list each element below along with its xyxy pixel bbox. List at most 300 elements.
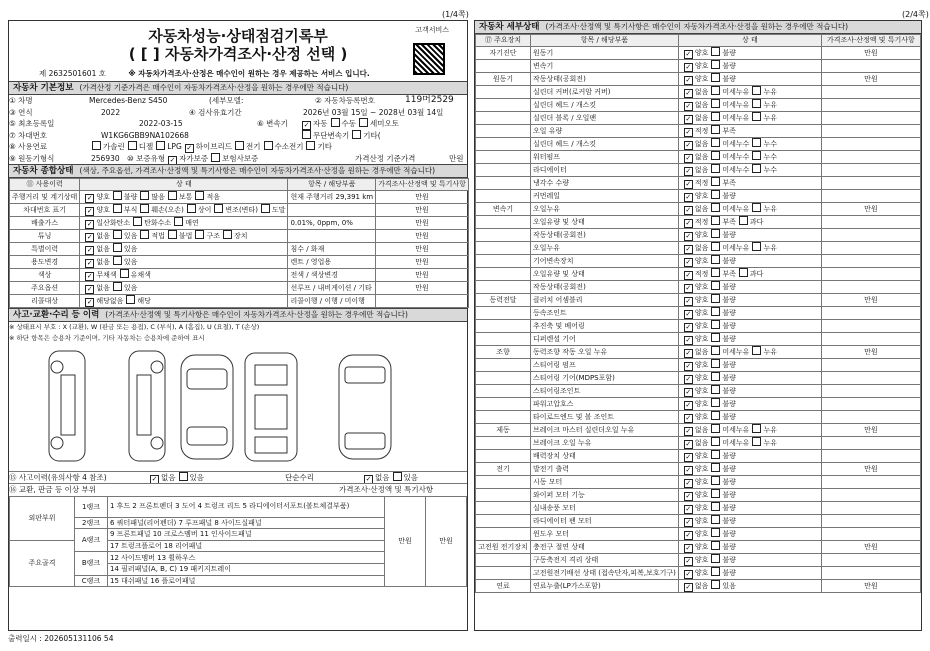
part-state: [678, 228, 821, 241]
checkbox[interactable]: [235, 141, 244, 150]
checkbox[interactable]: [711, 307, 720, 316]
detail-row: [476, 332, 921, 345]
transmission-label: ⑥ 변속기: [257, 119, 288, 128]
checked-icon[interactable]: ✓: [186, 144, 193, 152]
checkbox[interactable]: [711, 60, 720, 69]
checked-icon[interactable]: ✓: [685, 400, 692, 409]
checkbox[interactable]: [711, 398, 720, 407]
checked-icon[interactable]: ✓: [86, 271, 93, 280]
checkbox[interactable]: [711, 164, 720, 173]
checkbox[interactable]: [711, 502, 720, 511]
price-unit: [821, 306, 920, 319]
device-label: 조향: [476, 345, 531, 358]
legend-1: ※ 상태표시 부호 : X (교환), W (판금 또는 용접), C (부식), A (흠집), U (요철), T (손상): [9, 322, 260, 331]
part-state: [678, 488, 821, 501]
checked-icon[interactable]: ✓: [685, 426, 692, 435]
checkbox[interactable]: [261, 204, 270, 213]
checked-icon[interactable]: ✓: [303, 121, 310, 129]
checkbox[interactable]: [711, 359, 720, 368]
year: 2022: [101, 107, 121, 117]
part-label: 작동상태(공회전): [531, 280, 679, 293]
checkbox[interactable]: [187, 204, 196, 213]
option-label: 불량: [722, 399, 736, 408]
checked-icon[interactable]: ✓: [685, 205, 692, 214]
part-state: [678, 319, 821, 332]
part-state: [678, 280, 821, 293]
checkbox[interactable]: [752, 424, 761, 433]
part-label: 등속조인트: [531, 306, 679, 319]
checked-icon[interactable]: ✓: [685, 166, 692, 175]
checkbox[interactable]: [711, 450, 720, 459]
warranty: ⑩ 보증유형 ✓ 자가보증 보험사보증: [127, 153, 259, 164]
option-label: 미세누유: [722, 425, 750, 434]
price-unit: [821, 514, 920, 527]
checkbox[interactable]: [393, 472, 402, 481]
option-label: 불량: [722, 412, 736, 421]
option-label: 누유: [763, 113, 777, 122]
detail-row: [476, 423, 921, 436]
device-label: [476, 85, 531, 98]
part-label: 브레이크 마스터 실린더오일 누유: [531, 423, 679, 436]
price-unit: [821, 267, 920, 280]
checkbox[interactable]: [120, 269, 129, 278]
price-unit: [821, 527, 920, 540]
device-label: [476, 111, 531, 124]
part-state: [678, 150, 821, 163]
checked-icon[interactable]: ✓: [685, 504, 692, 513]
option-label: 있음: [123, 283, 138, 292]
checkbox[interactable]: [711, 333, 720, 342]
checkbox[interactable]: [711, 476, 720, 485]
detail-row: [476, 527, 921, 540]
price-unit: 만원: [821, 202, 920, 215]
checkbox[interactable]: [128, 141, 137, 150]
detail-row: [476, 267, 921, 280]
checkbox[interactable]: [711, 255, 720, 264]
option-label: 불량: [722, 308, 736, 317]
checked-icon[interactable]: ✓: [685, 49, 692, 58]
checkbox[interactable]: [711, 86, 720, 95]
car-name: Mercedes-Benz S450: [89, 96, 168, 105]
checked-icon[interactable]: ✓: [685, 270, 692, 279]
option-label: 훼손(오손): [151, 205, 184, 214]
part-label: 실내송풍 모터: [531, 501, 679, 514]
row-item: 리콜이행 / 이행 / 미이행: [288, 294, 376, 307]
detail-row: [476, 397, 921, 410]
simple-repair-label: 단순수리: [285, 472, 314, 482]
checkbox[interactable]: [752, 151, 761, 160]
checkbox[interactable]: [92, 141, 101, 150]
price-unit: [821, 553, 920, 566]
checkbox[interactable]: [752, 99, 761, 108]
option-label: 양호: [694, 295, 709, 304]
fuel-label: ⑧ 사용연료: [9, 142, 48, 151]
checkbox[interactable]: [352, 130, 361, 139]
checked-icon[interactable]: ✓: [685, 556, 692, 565]
device-label: [476, 59, 531, 72]
part-label: 디퍼렌셜 기어: [531, 332, 679, 345]
summary-row: [10, 203, 469, 216]
checked-icon[interactable]: ✓: [685, 127, 692, 136]
checkbox[interactable]: [711, 437, 720, 446]
checkbox[interactable]: [752, 164, 761, 173]
option-label: 있음: [722, 581, 736, 590]
option-label: 불량: [722, 295, 736, 304]
checkbox[interactable]: [711, 463, 720, 472]
checked-icon[interactable]: ✓: [685, 296, 692, 305]
option-label: 불량: [722, 282, 736, 291]
price-unit: 만원: [821, 462, 920, 475]
row-label: 주행거리 및 계기상태: [10, 190, 80, 203]
checkbox[interactable]: [711, 385, 720, 394]
option-label: 매연: [185, 218, 199, 227]
summary-row: [10, 255, 469, 268]
detail-row: [476, 462, 921, 475]
checked-icon[interactable]: ✓: [86, 193, 93, 202]
part-state: [678, 436, 821, 449]
option-label: 미세누유: [722, 113, 750, 122]
checkbox[interactable]: [195, 191, 204, 200]
device-label: [476, 306, 531, 319]
row-state: [80, 216, 288, 229]
checked-icon[interactable]: ✓: [685, 361, 692, 370]
device-label: [476, 553, 531, 566]
checked-icon[interactable]: ✓: [685, 283, 692, 292]
part-state: [678, 579, 821, 592]
checked-icon[interactable]: ✓: [685, 179, 692, 188]
part-label: 원동기: [531, 46, 679, 59]
part-label: 파워고압호스: [531, 397, 679, 410]
checkbox[interactable]: [359, 118, 368, 127]
exchange-label: ⑯ 교환, 판금 등 이상 부위: [9, 485, 97, 495]
checkbox[interactable]: [711, 112, 720, 121]
part-label: 윈도우 모터: [531, 527, 679, 540]
checkbox[interactable]: [752, 86, 761, 95]
row-item: 현재 주행거리 29,391 km: [288, 190, 376, 203]
checked-icon[interactable]: ✓: [685, 413, 692, 422]
device-label: [476, 514, 531, 527]
checked-icon[interactable]: ✓: [685, 491, 692, 500]
checkbox[interactable]: [711, 99, 720, 108]
checked-icon[interactable]: ✓: [365, 474, 372, 483]
checked-icon[interactable]: ✓: [685, 452, 692, 461]
checkbox[interactable]: [711, 281, 720, 290]
checkbox[interactable]: [752, 346, 761, 355]
checked-icon[interactable]: ✓: [685, 101, 692, 110]
detail-row: [476, 202, 921, 215]
exchange-table: 외판부위 1랭크 1 후드 2 프론트펜더 3 도어 4 트렁크 리드 5 라디에이터서포트(볼트체결부품) 만원 만원 2랭크 6 쿼터패널(리어펜더) 7 루프패널 8 사이드실패널 A랭크 9 프론트패널 10 크로스멤버 11 인사이드패널 주요골격 17 트렁크플로어 18 리어패널 B랭크 12 사이드멤버 13 휠하우스 14 필러패널(A, B, C) 19 패키지트레이 C랭크 15 대쉬패널 16 플로어패널: [9, 496, 467, 588]
checkbox[interactable]: [752, 242, 761, 251]
checkbox[interactable]: [113, 230, 122, 239]
device-label: [476, 280, 531, 293]
checkbox[interactable]: [711, 216, 720, 225]
accident-header: 사고·교환·수리 등 이력 (가격조사·산정액 및 특기사항은 매수인이 자동차가격조사·산정을 원하는 경우에만 적습니다): [9, 308, 467, 322]
checkbox[interactable]: [223, 230, 232, 239]
part-label: 작동상태(공회전): [531, 228, 679, 241]
checkbox[interactable]: [140, 230, 149, 239]
checkbox[interactable]: [113, 256, 122, 265]
device-label: [476, 228, 531, 241]
checkbox[interactable]: [264, 141, 273, 150]
summary-row: [10, 294, 469, 307]
row-item: [288, 203, 376, 216]
option-label: 불량: [722, 542, 736, 551]
part-label: 라디에이터: [531, 163, 679, 176]
option-label: 없음: [96, 244, 110, 253]
checkbox[interactable]: [711, 138, 720, 147]
device-label: [476, 566, 531, 579]
checked-icon[interactable]: ✓: [86, 258, 93, 267]
checkbox[interactable]: [711, 203, 720, 212]
checked-icon[interactable]: ✓: [685, 465, 692, 474]
option-label: 불법: [178, 231, 193, 240]
checked-icon[interactable]: ✓: [685, 88, 692, 97]
checkbox[interactable]: [711, 554, 720, 563]
checkbox[interactable]: [711, 268, 720, 277]
checkbox[interactable]: [306, 141, 315, 150]
checkbox[interactable]: [752, 112, 761, 121]
option-label: 적법: [151, 231, 165, 240]
row-item: 렌트 / 영업용: [288, 255, 376, 268]
checked-icon[interactable]: ✓: [685, 478, 692, 487]
part-label: 냉각수 수량: [531, 176, 679, 189]
checkbox[interactable]: [174, 217, 183, 226]
detail-row: [476, 59, 921, 72]
basic-info-header: 자동차 기본정보 (가격산정 기준가격은 매수인이 자동차가격조사·산정을 원하는 경우에만 적습니다): [9, 81, 467, 95]
option-label: 미세누유: [722, 438, 750, 447]
checked-icon[interactable]: ✓: [685, 244, 692, 253]
checkbox[interactable]: [711, 411, 720, 420]
part-state: [678, 137, 821, 150]
detail-row: [476, 163, 921, 176]
option-label: 양호: [694, 451, 709, 460]
checkbox[interactable]: [739, 268, 748, 277]
record-page-2: [474, 20, 922, 631]
part-state: [678, 85, 821, 98]
checked-icon[interactable]: ✓: [685, 140, 692, 149]
row-label: 배출가스: [10, 216, 80, 229]
part-state: [678, 111, 821, 124]
checkbox[interactable]: [739, 216, 748, 225]
checked-icon[interactable]: ✓: [685, 309, 692, 318]
row-unit: 만원: [376, 190, 469, 203]
summary-header: 자동차 종합상태 (색상, 주요옵션, 가격조사·산정액 및 특기사항은 매수인이 자동차가격조사·산정을 원하는 경우에만 적습니다): [9, 164, 467, 178]
checkbox[interactable]: [711, 73, 720, 82]
checkbox[interactable]: [711, 151, 720, 160]
checked-icon[interactable]: ✓: [86, 297, 93, 306]
option-label: 양호: [694, 464, 709, 473]
checkbox[interactable]: [302, 130, 311, 139]
option-label: 미세누수: [722, 152, 750, 161]
part-label: 오일누유: [531, 241, 679, 254]
checked-icon[interactable]: ✓: [685, 231, 692, 240]
price-unit: [821, 358, 920, 371]
device-label: [476, 475, 531, 488]
checked-icon[interactable]: ✓: [685, 257, 692, 266]
part-state: [678, 527, 821, 540]
price-unit: [821, 59, 920, 72]
part-label: 스티어링 기어(MDPS포함): [531, 371, 679, 384]
checkbox[interactable]: [133, 217, 142, 226]
checked-icon[interactable]: ✓: [685, 322, 692, 331]
checked-icon[interactable]: ✓: [685, 192, 692, 201]
row-state: [80, 281, 288, 294]
option-label: 미세누유: [722, 87, 750, 96]
checkbox[interactable]: [113, 204, 122, 213]
checkbox[interactable]: [195, 230, 204, 239]
detail-row: [476, 488, 921, 501]
car-diagrams: [9, 345, 467, 471]
detail-row: [476, 137, 921, 150]
price-unit: [821, 254, 920, 267]
price-unit: [821, 228, 920, 241]
checked-icon[interactable]: ✓: [685, 374, 692, 383]
checked-icon[interactable]: ✓: [169, 155, 176, 164]
price-unit: [821, 436, 920, 449]
checkbox[interactable]: [752, 138, 761, 147]
option-label: 불량: [722, 555, 736, 564]
device-label: [476, 267, 531, 280]
checkbox[interactable]: [711, 372, 720, 381]
checkbox[interactable]: [711, 580, 720, 589]
checkbox[interactable]: [711, 294, 720, 303]
part-state: [678, 46, 821, 59]
detail-row: [476, 150, 921, 163]
checkbox[interactable]: [711, 320, 720, 329]
checkbox[interactable]: [711, 541, 720, 550]
option-label: 없음: [694, 243, 709, 252]
checked-icon[interactable]: ✓: [685, 530, 692, 539]
checked-icon[interactable]: ✓: [86, 284, 93, 293]
detail-row: [476, 345, 921, 358]
checkbox[interactable]: [331, 118, 340, 127]
checked-icon[interactable]: ✓: [685, 218, 692, 227]
checked-icon[interactable]: ✓: [86, 232, 93, 241]
checkbox[interactable]: [211, 153, 220, 162]
checked-icon[interactable]: ✓: [86, 245, 93, 254]
page-subtitle: ( [ ] 자동차가격조사·산정 선택 ): [128, 45, 348, 63]
part-state: [678, 462, 821, 475]
row-label: 주요옵션: [10, 281, 80, 294]
option-label: 무채색: [96, 270, 117, 279]
price-unit: [821, 98, 920, 111]
checkbox[interactable]: [711, 47, 720, 56]
checkbox[interactable]: [168, 191, 177, 200]
checkbox[interactable]: [711, 424, 720, 433]
part-label: 클러치 어셈블리: [531, 293, 679, 306]
checkbox[interactable]: [711, 567, 720, 576]
option-label: 양호: [694, 555, 709, 564]
checkbox[interactable]: [711, 177, 720, 186]
detail-row: [476, 254, 921, 267]
option-label: 해당: [137, 296, 151, 305]
checked-icon[interactable]: ✓: [685, 582, 692, 591]
option-label: 없음: [694, 581, 709, 590]
part-label: 동력조향 작동 오일 누유: [531, 345, 679, 358]
checkbox[interactable]: [711, 489, 720, 498]
checked-icon[interactable]: ✓: [685, 543, 692, 552]
device-label: [476, 319, 531, 332]
option-label: 불량: [722, 360, 736, 369]
checkbox[interactable]: [168, 230, 177, 239]
checkbox[interactable]: [711, 346, 720, 355]
checked-icon[interactable]: ✓: [685, 439, 692, 448]
option-label: 양호: [694, 516, 709, 525]
part-label: 충전구 절연 상태: [531, 540, 679, 553]
checked-icon[interactable]: ✓: [685, 387, 692, 396]
reg-no: 119머2529: [405, 95, 454, 105]
row-item: 선루프 / 내비게이션 / 기타: [288, 281, 376, 294]
detail-row: [476, 189, 921, 202]
checked-icon[interactable]: ✓: [685, 75, 692, 84]
checkbox[interactable]: [156, 141, 165, 150]
summary-row: [10, 268, 469, 281]
row-unit: 만원: [376, 242, 469, 255]
checked-icon[interactable]: ✓: [86, 206, 93, 215]
checkbox[interactable]: [179, 472, 188, 481]
part-state: [678, 306, 821, 319]
checkbox[interactable]: [113, 191, 122, 200]
detail-row: [476, 358, 921, 371]
option-label: 양호: [694, 542, 709, 551]
checked-icon[interactable]: ✓: [151, 474, 158, 483]
checkbox[interactable]: [140, 204, 149, 213]
checkbox[interactable]: [752, 437, 761, 446]
option-label: 누수: [763, 165, 777, 174]
option-label: 누유: [763, 438, 777, 447]
checkbox[interactable]: [711, 515, 720, 524]
part-label: 오일누유: [531, 202, 679, 215]
checkbox[interactable]: [711, 125, 720, 134]
option-label: 변조(변타): [225, 205, 258, 214]
price-unit: [821, 501, 920, 514]
checkbox[interactable]: [113, 243, 122, 252]
checked-icon[interactable]: ✓: [685, 517, 692, 526]
price-unit: [821, 488, 920, 501]
checked-icon[interactable]: ✓: [685, 569, 692, 578]
option-label: 도말: [271, 205, 286, 214]
option-label: 해당없음: [96, 296, 124, 305]
detail-row: [476, 280, 921, 293]
detail-row: [476, 501, 921, 514]
checkbox[interactable]: [711, 229, 720, 238]
checked-icon[interactable]: ✓: [685, 114, 692, 123]
engine: 256930: [91, 153, 120, 163]
engine-label: ⑨ 원동기형식: [9, 153, 55, 163]
part-label: 스티어링조인트: [531, 384, 679, 397]
checked-icon[interactable]: ✓: [86, 219, 93, 228]
checked-icon[interactable]: ✓: [685, 348, 692, 357]
checked-icon[interactable]: ✓: [685, 62, 692, 71]
part-label: 워터펌프: [531, 150, 679, 163]
detail-row: [476, 410, 921, 423]
checkbox[interactable]: [711, 242, 720, 251]
checkbox[interactable]: [113, 282, 122, 291]
checked-icon[interactable]: ✓: [685, 335, 692, 344]
checkbox[interactable]: [214, 204, 223, 213]
checkbox[interactable]: [752, 203, 761, 212]
checkbox[interactable]: [711, 528, 720, 537]
checked-icon[interactable]: ✓: [685, 153, 692, 162]
part-label: 커먼레일: [531, 189, 679, 202]
option-label: 누유: [763, 204, 777, 213]
checkbox[interactable]: [140, 191, 149, 200]
detail-row: [476, 514, 921, 527]
part-state: [678, 540, 821, 553]
checkbox[interactable]: [711, 190, 720, 199]
first-reg: 2022-03-15: [139, 119, 183, 128]
checkbox[interactable]: [126, 295, 135, 304]
